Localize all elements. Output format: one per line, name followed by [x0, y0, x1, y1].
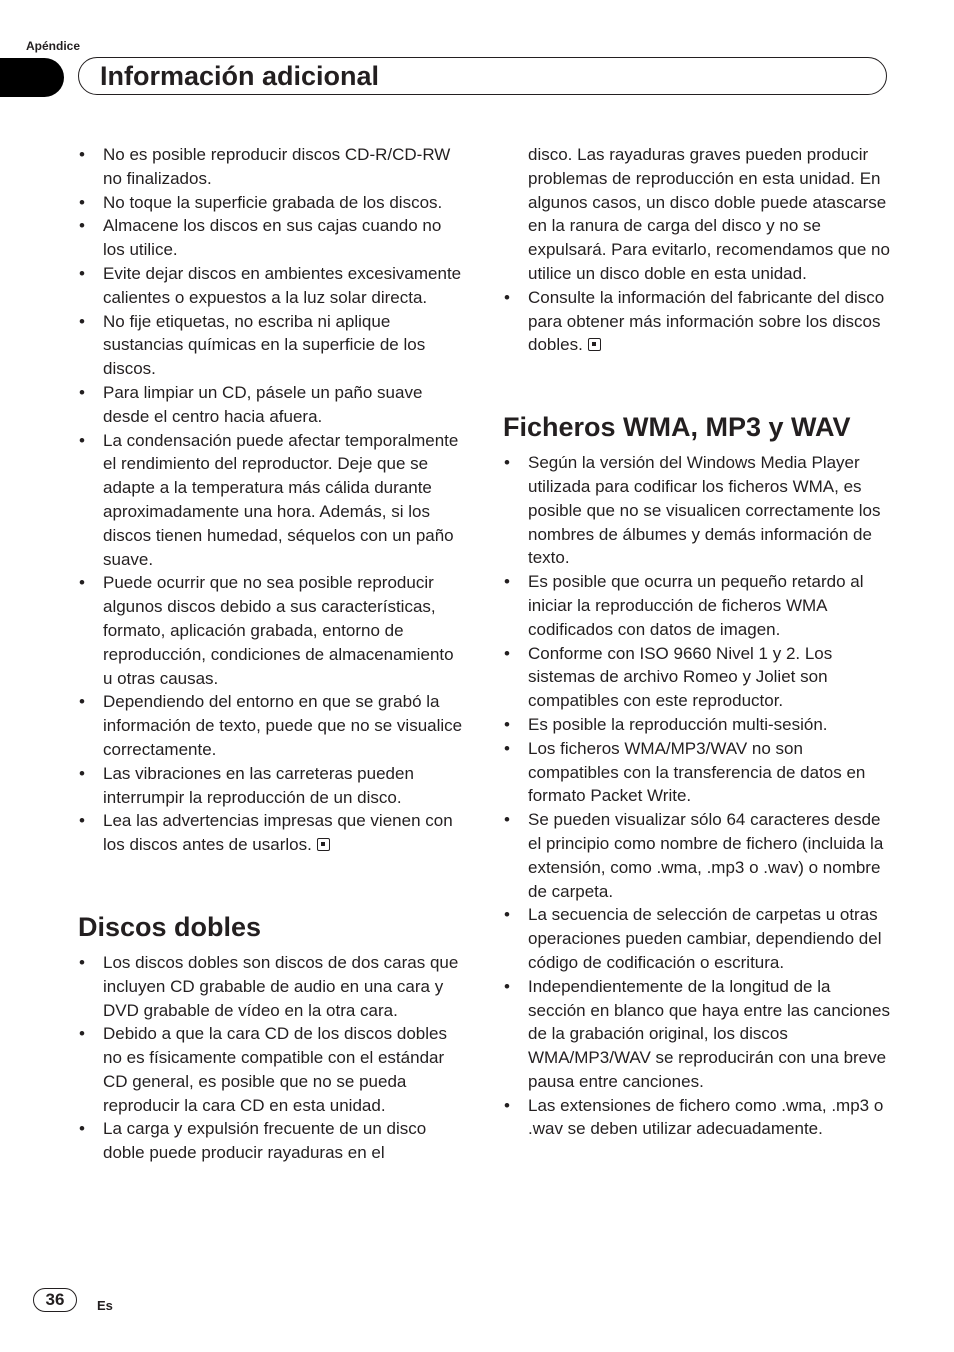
list-item — [78, 809, 466, 857]
dual-discs-heading: Discos dobles — [78, 911, 262, 942]
left-column — [78, 143, 466, 1165]
list-item: • Es posible la reproducción multi-sesión. — [503, 713, 891, 737]
language-code: Es — [97, 1298, 113, 1313]
list-item: • Para limpiar un CD, pásele un paño suave desde el centro hacia afuera. — [78, 381, 466, 429]
list-item: • No es posible reproducir discos CD-R/CD-RW no finalizados. — [78, 143, 466, 191]
list-item: • Evite dejar discos en ambientes excesivamente calientes o expuestos a la luz solar directa. — [78, 262, 466, 310]
dual-discs-list-continued — [503, 286, 891, 357]
page-title: Información adicional — [100, 61, 380, 91]
list-item: • Los ficheros WMA/MP3/WAV no son compatibles con la transferencia de datos en formato Packet Write. — [503, 737, 891, 808]
list-item-text: Lea las advertencias impresas que vienen con los discos antes de usarlos. — [103, 811, 453, 855]
list-item: • Los discos dobles son discos de dos caras que incluyen CD grabable de audio en una cara y DVD grabable de vídeo en la otra cara. — [78, 951, 466, 1022]
list-item: • Es posible que ocurra un pequeño retardo al iniciar la reproducción de ficheros WMA codificados con datos de imagen. — [503, 570, 891, 641]
section-tab-marker — [0, 58, 64, 97]
list-item — [503, 286, 891, 357]
list-item-text: Consulte la información del fabricante del disco para obtener más información sobre los discos dobles. — [528, 287, 885, 355]
list-item: • Se pueden visualizar sólo 64 caracteres desde el principio como nombre de fichero (incluida la extensión, como .wma, .mp3 o .wav) o nombre de carpeta. — [503, 808, 891, 903]
care-list — [78, 143, 466, 857]
list-item: • No toque la superficie grabada de los discos. — [78, 191, 466, 215]
list-item: • Dependiendo del entorno en que se grabó la información de texto, puede que no se visualice correctamente. — [78, 690, 466, 761]
list-item: • La carga y expulsión frecuente de un disco doble puede producir rayaduras en el — [78, 1117, 466, 1165]
section-label: Apéndice — [26, 39, 81, 53]
list-item: • Según la versión del Windows Media Player utilizada para codificar los ficheros WMA, es posible que no se visualicen correctamente los nombres de álbumes y demás información de texto. — [503, 451, 891, 570]
dual-discs-list — [78, 951, 466, 1165]
list-item: • Almacene los discos en sus cajas cuando no los utilice. — [78, 214, 466, 262]
end-of-section-icon — [317, 838, 330, 851]
list-item: • Conforme con ISO 9660 Nivel 1 y 2. Los sistemas de archivo Romeo y Joliet son compatibles con este reproductor. — [503, 642, 891, 713]
files-heading: Ficheros WMA, MP3 y WAV — [503, 412, 851, 443]
end-of-section-icon — [588, 338, 601, 351]
list-item: • Debido a que la cara CD de los discos dobles no es físicamente compatible con el estándar CD general, es posible que no se pueda reproducir la cara CD en esta unidad. — [78, 1022, 466, 1117]
list-item: • Puede ocurrir que no sea posible reproducir algunos discos debido a sus características, formato, aplicación grabada, entorno de reproducción, condiciones de almacenamiento u otras causas. — [78, 571, 466, 690]
continued-paragraph: disco. Las rayaduras graves pueden producir problemas de reproducción en esta unidad. En algunos casos, un disco doble puede atascarse en la ranura de carga del disco y no se expulsará. Para evitarlo, recomendamos que no utilice un disco doble en esta unidad. — [528, 145, 890, 283]
list-item: • Las extensiones de fichero como .wma, .mp3 o .wav se deben utilizar adecuadamente. — [503, 1094, 891, 1142]
files-list — [503, 451, 891, 1141]
page-number: 36 — [33, 1288, 77, 1312]
list-item: • Independientemente de la longitud de la sección en blanco que haya entre las canciones de la grabación original, los discos WMA/MP3/WAV se reproducirán con una breve pausa entre canciones. — [503, 975, 891, 1094]
list-item: • La secuencia de selección de carpetas u otras operaciones pueden cambiar, dependiendo del código de codificación o escritura. — [503, 903, 891, 974]
list-item: • No fije etiquetas, no escriba ni aplique sustancias químicas en la superficie de los discos. — [78, 310, 466, 381]
right-column — [503, 143, 891, 1141]
list-item: • La condensación puede afectar temporalmente el rendimiento del reproductor. Deje que se adapte a la temperatura más cálida durante aproximadamente una hora. Además, si los discos tienen humedad, séquelos con un paño suave. — [78, 429, 466, 572]
list-item: • Las vibraciones en las carreteras pueden interrumpir la reproducción de un disco. — [78, 762, 466, 810]
